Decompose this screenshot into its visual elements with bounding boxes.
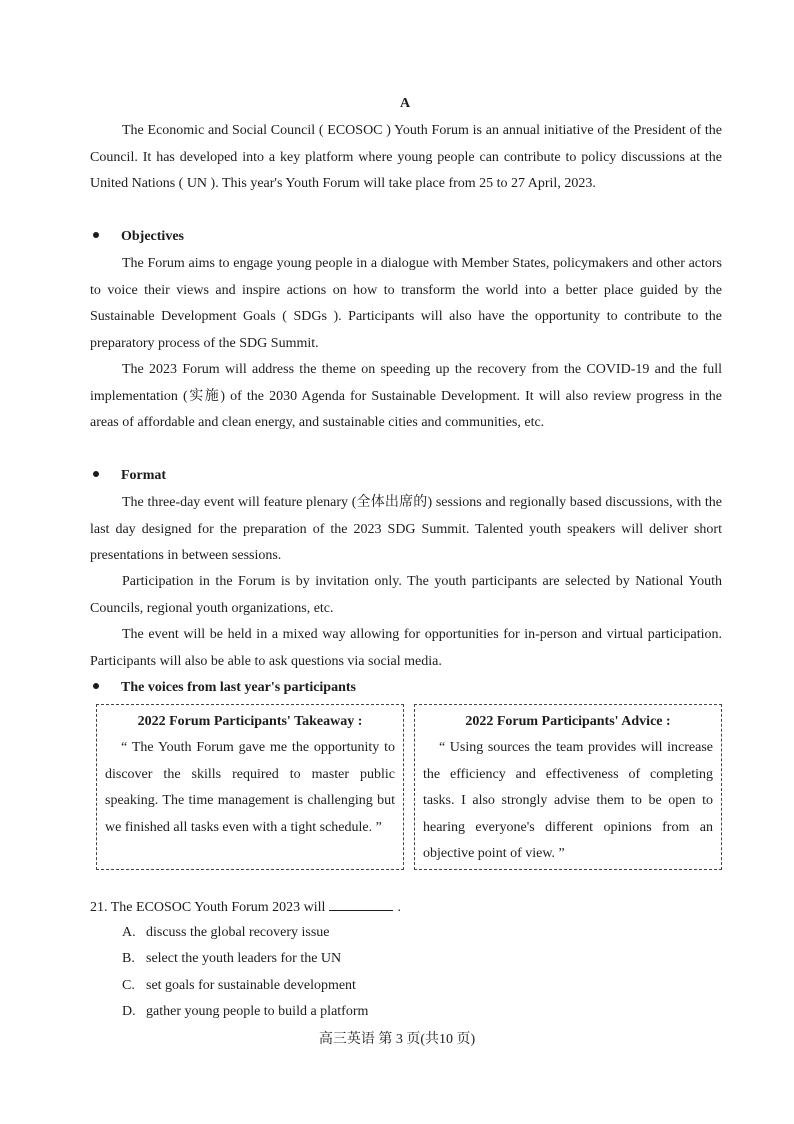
objectives-heading [93,227,184,247]
objectives-paragraph-2: The 2023 Forum will address the theme on speeding up the recovery from the COVID-19 and the full implementation (实施) of the 2030 Agenda for Sustainable Development. It will also review progress in the areas of affordable and clean energy, and sustainable cities and communities, etc. [90,362,722,430]
option-text: gather young people to build a platform [146,1004,369,1019]
advice-box [414,704,722,870]
option-text: discuss the global recovery issue [146,925,330,940]
takeaway-title: 2022 Forum Participants' Takeaway : [137,714,363,729]
format-paragraph-2: Participation in the Forum is by invitation only. The youth participants are selected by National Youth Councils, regional youth organizations, etc. [90,574,722,616]
option-letter: B. [122,951,135,966]
option-a[interactable] [122,923,330,943]
option-text: select the youth leaders for the UN [146,951,342,966]
question-stem: The ECOSOC Youth Forum 2023 will [110,900,326,915]
format-paragraph-1: The three-day event will feature plenary (全体出席的) sessions and regionally based discussions, with the last day designed for the preparation of the 2023 SDG Summit. Talented youth speakers will deliver short presentations in between sessions. [90,495,722,563]
bullet-icon [93,683,99,689]
option-letter: C. [122,978,135,993]
page-footer: 高三英语 第 3 页(共10 页) [318,1032,476,1047]
bullet-icon [93,471,99,477]
voices-heading [93,678,356,698]
format-heading-text: Format [121,468,167,483]
option-b[interactable] [122,949,341,969]
takeaway-box [96,704,404,870]
option-letter: D. [122,1004,136,1019]
advice-title: 2022 Forum Participants' Advice : [465,714,671,729]
question-number: 21. [90,900,108,915]
voices-heading-text: The voices from last year's participants [121,680,356,695]
bullet-icon [93,232,99,238]
advice-quote: “ Using sources the team provides will increase the efficiency and effectiveness of completing tasks. I also strongly advise them to be open to hearing everyone's different opinions from an objective point of view. ” [423,740,713,861]
option-c[interactable] [122,976,356,996]
objectives-heading-text: Objectives [121,229,184,244]
intro-paragraph: The Economic and Social Council ( ECOSOC ) Youth Forum is an annual initiative of the President of the Council. It has developed into a key platform where young people can contribute to policy discussions at the United Nations ( UN ). This year's Youth Forum will take place from 25 to 27 April, 2023. [90,123,722,191]
option-text: set goals for sustainable development [146,978,356,993]
objectives-paragraph-1: The Forum aims to engage young people in a dialogue with Member States, policymakers and other actors to voice their views and inspire actions on how to transform the world into a better place guided by the Sustainable Development Goals ( SDGs ). Participants will also have the opportunity to contribute to the preparatory process of the SDG Summit. [90,256,722,351]
format-paragraph-3: The event will be held in a mixed way allowing for opportunities for in-person and virtual participation. Participants will also be able to ask questions via social media. [90,627,722,669]
format-heading [93,466,166,486]
takeaway-quote: “ The Youth Forum gave me the opportunity to discover the skills required to master public speaking. The time management is challenging but we finished all tasks even with a tight schedule. ” [105,740,395,835]
answer-blank[interactable] [329,897,393,911]
section-letter: A [399,96,411,111]
question-21 [90,897,401,918]
option-d[interactable] [122,1002,368,1022]
question-end: . [397,900,401,915]
option-letter: A. [122,925,136,940]
